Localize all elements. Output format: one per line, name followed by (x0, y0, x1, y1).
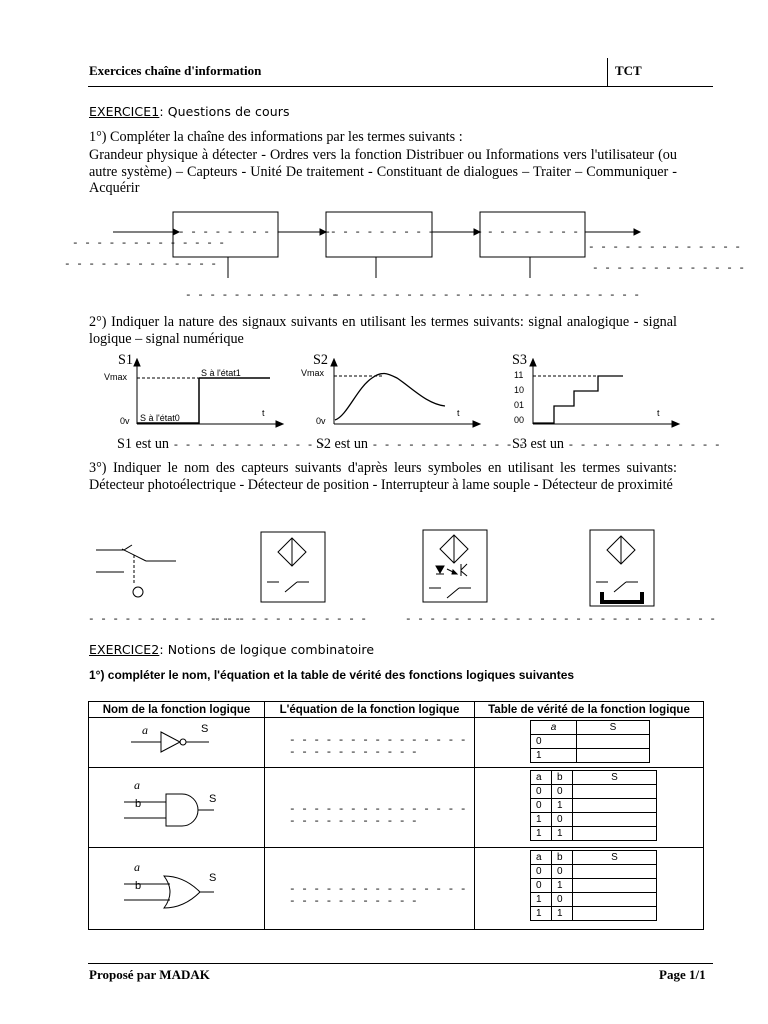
tt-cell: 0 (552, 865, 573, 879)
header-truth-table: Table de vérité de la fonction logique (475, 702, 704, 718)
s2-answer-blank[interactable]: - - - - - - - - - - - - - (371, 440, 525, 452)
or-input-b-label: b (135, 880, 142, 892)
tt-cell: 1 (552, 827, 573, 841)
q3-intro: 3°) Indiquer le nom des capteurs suivants d'après leurs symboles en utilisant les termes suivants: Détecteur photoélectrique - Détecteur de position - Interrupteur à lame souple - Détecteur de proximité (89, 460, 677, 493)
sensor-blank-2[interactable]: - - - - - - - - - - - - - (214, 614, 367, 626)
ex1-heading (89, 104, 290, 119)
s1-answer-label: S1 est un (117, 436, 170, 452)
s1-state0: S à l'état0 (140, 413, 180, 423)
s3-level-11: 11 (514, 370, 524, 380)
tt-head-s: S (577, 721, 650, 735)
s2-graph (327, 358, 487, 428)
q1-terms: Grandeur physique à détecter - Ordres vers la fonction Distribuer ou Informations vers l'utilisateur (ou autre système) – Capteurs - Unité De traitement - Constituant de dialogues – Traiter – Communiquer - Acquérir (89, 147, 677, 197)
chain-blank-output-1[interactable]: - - - - - - - - - - - - - (588, 242, 741, 254)
tt-cell: 1 (552, 879, 573, 893)
tt-answer[interactable] (573, 865, 657, 879)
or-gate-cell (89, 848, 265, 930)
and-truth-table (530, 770, 657, 841)
and-equation-blank[interactable]: - - - - - - - - - - - - - - - - - - - - - - - - - - (289, 804, 466, 828)
ex1-title: : Questions de cours (159, 104, 290, 119)
not-equation-blank[interactable]: - - - - - - - - - - - - - - - - - - - - - - - - - - (289, 735, 466, 759)
not-truth-cell (475, 718, 704, 768)
tt-cell: 0 (531, 735, 577, 749)
sensor-blank-4[interactable]: - - - - - - - - - - - - - (563, 614, 716, 626)
not-input-label: a (142, 723, 148, 737)
doc-title: Exercices chaîne d'information (89, 63, 262, 78)
s1-answer (117, 436, 325, 455)
tt-answer[interactable] (577, 735, 650, 749)
ex2-title: : Notions de logique combinatoire (159, 642, 375, 657)
tt-cell: 1 (552, 907, 573, 921)
tt-head-a: a (531, 851, 552, 865)
tt-answer[interactable] (573, 907, 657, 921)
tt-cell: 1 (531, 827, 552, 841)
header-equation: L'équation de la fonction logique (265, 702, 475, 718)
s2-label: S2 (313, 352, 328, 368)
s1-graph (130, 358, 290, 428)
tt-cell: 0 (531, 799, 552, 813)
chain-blank-output-2[interactable]: - - - - - - - - - - - - - (592, 263, 745, 275)
chain-blank-input-1[interactable]: - - - - - - - - - - - - - (72, 238, 225, 250)
table-header-row (89, 702, 704, 718)
chain-blank-box-3[interactable]: - - - - - - - - - - - - - (487, 227, 640, 239)
class-label: TCT (615, 63, 642, 78)
ex2-q1: 1°) compléter le nom, l'équation et la table de vérité des fonctions logiques suivantes (89, 668, 575, 682)
tt-answer[interactable] (573, 813, 657, 827)
tt-head-s: S (573, 771, 657, 785)
s3-answer (512, 436, 720, 455)
chain-blank-below-3[interactable]: - - - - - - - - - - - - - (487, 290, 640, 302)
and-gate-cell (89, 768, 265, 848)
or-equation-blank[interactable]: - - - - - - - - - - - - - - - - - - - - - - - - - - (289, 884, 466, 908)
header-name: Nom de la fonction logique (89, 702, 265, 718)
tt-answer[interactable] (577, 749, 650, 763)
chain-blank-box-1[interactable]: - - - - - - - - - - - - - (178, 227, 331, 239)
tt-cell: 1 (552, 799, 573, 813)
s1-label: S1 (118, 352, 133, 368)
s2-vmax: Vmax (301, 368, 325, 378)
s1-answer-blank[interactable]: - - - - - - - - - - - - - (172, 440, 326, 452)
or-equation-cell[interactable] (265, 848, 475, 930)
s3-level-00: 00 (514, 415, 525, 425)
s2-t: t (457, 408, 460, 418)
tt-head-a: a (531, 721, 577, 735)
tt-cell: 0 (531, 865, 552, 879)
not-gate-cell (89, 718, 265, 768)
ex2-heading (89, 642, 374, 657)
table-row (89, 848, 704, 930)
photoelectric-symbol (421, 528, 491, 604)
tt-cell: 0 (531, 879, 552, 893)
and-input-a-label: a (134, 778, 140, 792)
tt-cell: 1 (531, 907, 552, 921)
header-rule (88, 86, 713, 87)
reed-switch-symbol (588, 528, 658, 610)
s1-vmax: Vmax (104, 372, 128, 382)
s3-graph (526, 358, 686, 428)
tt-cell: 1 (531, 893, 552, 907)
position-switch-symbol (94, 538, 184, 600)
chain-blank-below-2[interactable]: - - - - - - - - - - - - - (333, 290, 486, 302)
tt-head-b: b (552, 771, 573, 785)
s3-t: t (657, 408, 660, 418)
tt-head-s: S (573, 851, 657, 865)
and-truth-cell (475, 768, 704, 848)
inductive-proximity-symbol (259, 530, 329, 604)
header-vline (607, 58, 608, 86)
and-input-b-label: b (135, 798, 142, 810)
or-output-label: S (209, 872, 217, 884)
ex1-label: EXERCICE1 (89, 104, 160, 119)
chain-blank-box-2[interactable]: - - - - - - - - - - - - - (330, 227, 483, 239)
s3-answer-label: S3 est un (512, 436, 565, 452)
s3-label: S3 (512, 352, 527, 368)
not-truth-table (530, 720, 650, 763)
tt-cell: 0 (552, 893, 573, 907)
s2-answer (316, 436, 524, 455)
s1-zero: 0v (120, 416, 130, 426)
sensor-blank-1[interactable]: - - - - - - - - - - - - - (88, 614, 241, 626)
chain-blank-below-1[interactable]: - - - - - - - - - - - - - (185, 290, 338, 302)
or-truth-table (530, 850, 657, 921)
or-truth-cell (475, 848, 704, 930)
tt-answer[interactable] (573, 879, 657, 893)
tt-head-b: b (552, 851, 573, 865)
ex2-label: EXERCICE2 (89, 642, 160, 657)
s3-level-10: 10 (514, 385, 525, 395)
not-equation-cell[interactable] (265, 718, 475, 768)
or-input-a-label: a (134, 860, 140, 874)
s3-answer-blank[interactable]: - - - - - - - - - - - - - (567, 440, 721, 452)
footer-page: Page 1/1 (659, 967, 706, 982)
and-equation-cell[interactable] (265, 768, 475, 848)
tt-cell: 1 (531, 749, 577, 763)
tt-cell: 0 (552, 785, 573, 799)
s2-zero: 0v (316, 416, 326, 426)
s2-answer-label: S2 est un (316, 436, 369, 452)
s1-state1: S à l'état1 (201, 368, 241, 378)
tt-answer[interactable] (573, 785, 657, 799)
table-row (89, 718, 704, 768)
tt-cell: 0 (552, 813, 573, 827)
s3-level-01: 01 (514, 400, 525, 410)
and-output-label: S (209, 793, 217, 805)
tt-cell: 0 (531, 785, 552, 799)
chain-blank-input-2[interactable]: - - - - - - - - - - - - - (64, 259, 217, 271)
tt-head-a: a (531, 771, 552, 785)
tt-answer[interactable] (573, 893, 657, 907)
q2-intro: 2°) Indiquer la nature des signaux suivants en utilisant les termes suivants: signal analogique - signal logique – signal numérique (89, 314, 677, 347)
not-output-label: S (201, 723, 209, 735)
sensor-blank-3[interactable]: - - - - - - - - - - - - - (405, 614, 558, 626)
logic-functions-table (88, 701, 704, 930)
footer-rule (88, 963, 713, 964)
table-row (89, 768, 704, 848)
tt-answer[interactable] (573, 799, 657, 813)
tt-answer[interactable] (573, 827, 657, 841)
s1-t: t (262, 408, 265, 418)
footer-author: Proposé par MADAK (89, 967, 210, 982)
tt-cell: 1 (531, 813, 552, 827)
q1-intro: 1°) Compléter la chaîne des informations par les termes suivants : (89, 129, 463, 145)
